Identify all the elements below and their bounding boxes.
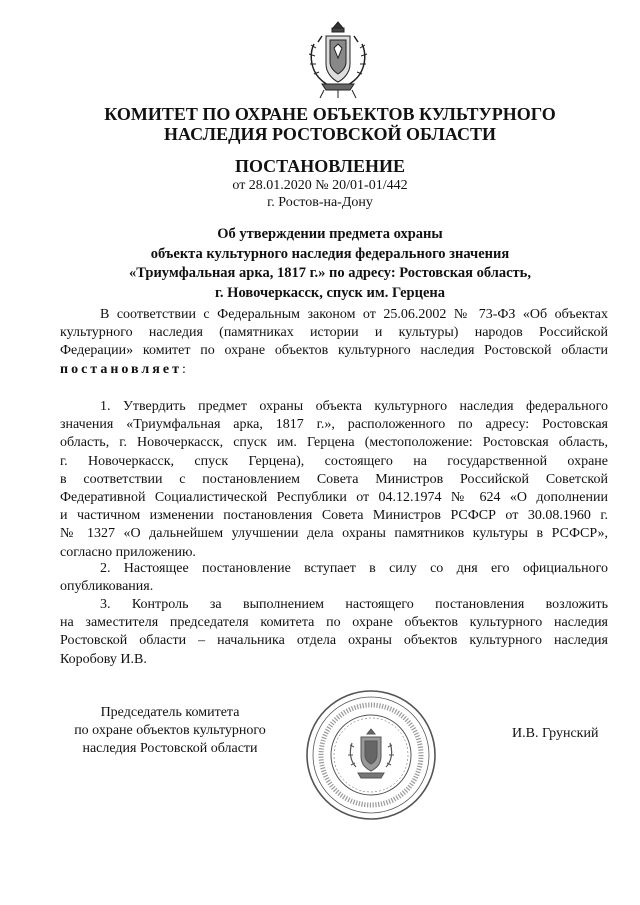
coat-of-arms-icon (304, 18, 372, 100)
resolves-word: постановляет (60, 361, 182, 377)
org-line-2: НАСЛЕДИЯ РОСТОВСКОЙ ОБЛАСТИ (164, 124, 496, 144)
resolves-colon: : (181, 361, 186, 377)
document-type: ПОСТАНОВЛЕНИЕ (234, 156, 406, 176)
item-3-line-3: Ростовской области – начальника отдела охраны объектов культурного наследия (60, 633, 608, 649)
item-1-line-7: и частичном изменении постановления Совета Министров РСФСР от 30.08.1960 г. (60, 508, 608, 524)
preamble-paragraph (60, 306, 608, 379)
preamble-line-3: Федерации» комитет по охране объектов культурного наследия Ростовской области (60, 343, 608, 359)
item-1-line-8: № 1327 «О дальнейшем улучшении дела охраны памятников культуры в РСФСР», (60, 526, 608, 542)
item-2-paragraph (60, 560, 608, 596)
signatory-title-line-3: наследия Ростовской области (82, 741, 258, 756)
item-3-paragraph (60, 596, 608, 669)
item-2-line-2: опубликования. (60, 579, 154, 595)
item-1-line-2: значения «Триумфальная арка, 1817 г.», расположенного по адресу: Ростовская (60, 417, 608, 433)
signatory-name: И.В. Грунский (512, 726, 599, 741)
item-1-line-6: Федеративной Социалистической Республики от 04.12.1974 № 624 «О дополнении (60, 490, 608, 506)
subject-line-2: объекта культурного наследия федерального значения (150, 245, 510, 262)
document-subject (60, 225, 600, 303)
item-1-line-1: 1. Утвердить предмет охраны объекта культурного наследия федерального (100, 399, 608, 414)
item-1-line-9: согласно приложению. (60, 544, 196, 560)
item-3-line-2: на заместителя председателя комитета по охране объектов культурного наследия (60, 615, 608, 631)
organization-name (60, 104, 600, 144)
signatory-title (60, 704, 280, 758)
item-1-line-3: область, г. Новочеркасск, спуск им. Герцена (местоположение: Ростовская область, (60, 435, 608, 451)
subject-line-4: г. Новочеркасск, спуск им. Герцена (214, 284, 446, 301)
item-1-line-4: г. Новочеркасск, спуск Герцена), состоящего на государственной охране (60, 453, 608, 469)
resolves-line (60, 361, 608, 379)
item-3-line-1: 3. Контроль за выполнением настоящего постановления возложить (100, 597, 608, 612)
preamble-line-2: культурного наследия (памятниках истории и культуры) народов Российской (60, 325, 608, 341)
item-3-line-4: Коробову И.В. (60, 651, 147, 667)
org-line-1: КОМИТЕТ ПО ОХРАНЕ ОБЪЕКТОВ КУЛЬТУРНОГО (104, 104, 556, 124)
official-seal-icon (296, 683, 446, 825)
signatory-title-line-1: Председатель комитета (100, 705, 240, 720)
subject-line-3: «Триумфальная арка, 1817 г.» по адресу: Ростовская область, (129, 265, 531, 281)
document-date-number: от 28.01.2020 № 20/01-01/442 (232, 178, 408, 193)
preamble-line-1: В соответствии с Федеральным законом от 25.06.2002 № 73-ФЗ «Об объектах (100, 307, 608, 322)
item-2-line-1: 2. Настоящее постановление вступает в силу со дня его официального (100, 561, 608, 576)
item-1-line-5: в соответствии с постановлением Совета Министров Российской Советской (60, 471, 608, 487)
subject-line-1: Об утверждении предмета охраны (217, 226, 443, 242)
item-1-paragraph (60, 398, 608, 562)
document-city: г. Ростов-на-Дону (267, 195, 373, 210)
signatory-title-line-2: по охране объектов культурного (74, 723, 266, 738)
